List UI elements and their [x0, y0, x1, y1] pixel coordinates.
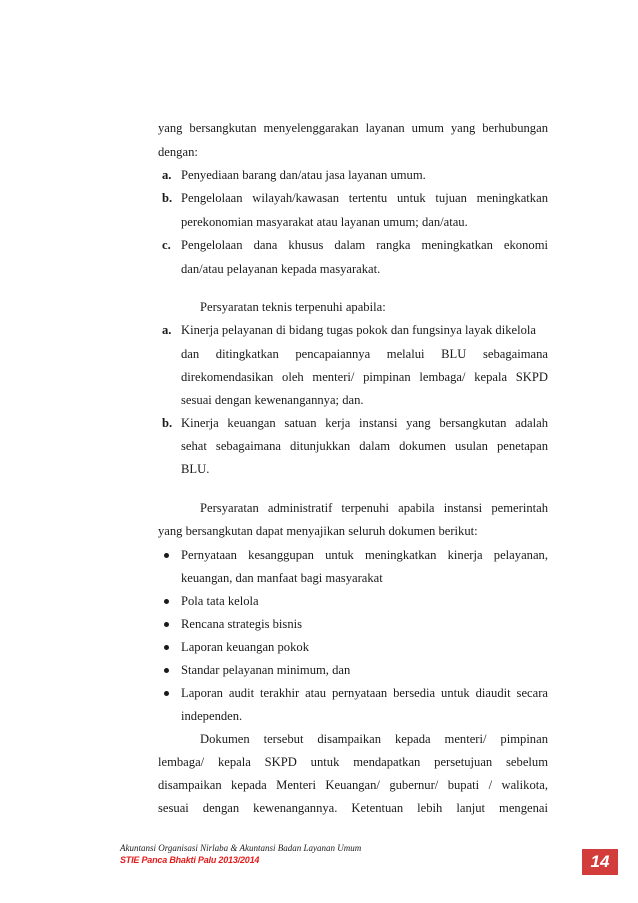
- paragraph-lead: Persyaratan administratif terpenuhi apabila instansi pemerintah: [200, 501, 548, 515]
- footer-course-title: Akuntansi Organisasi Nirlaba & Akuntansi Badan Layanan Umum: [120, 843, 362, 853]
- body-line: lembaga/ kepala SKPD untuk mendapatkan persetujuan sebelum: [158, 755, 548, 769]
- paragraph-lead: Persyaratan teknis terpenuhi apabila:: [200, 300, 386, 314]
- body-line: yang bersangkutan dapat menyajikan seluruh dokumen berikut:: [158, 524, 478, 538]
- list-marker: a.: [162, 323, 172, 337]
- body-line: dengan:: [158, 145, 198, 159]
- bullet-item-text: Standar pelayanan minimum, dan: [181, 663, 351, 677]
- bullet-item-text: Pernyataan kesanggupan untuk meningkatkan kinerja pelayanan,: [181, 548, 548, 562]
- bullet-icon: [163, 616, 171, 632]
- page-number-badge: 14: [582, 849, 618, 875]
- list-item-text: Pengelolaan dana khusus dalam rangka meningkatkan ekonomi: [181, 238, 548, 252]
- list-item-text: Kinerja pelayanan di bidang tugas pokok dan fungsinya layak dikelola: [181, 323, 536, 337]
- list-item-text: sehat sebagaimana ditunjukkan dalam dokumen usulan penetapan: [181, 439, 548, 453]
- bullet-icon: [163, 662, 171, 678]
- body-line: disampaikan kepada Menteri Keuangan/ gubernur/ bupati / walikota,: [158, 778, 548, 792]
- list-item-text: BLU.: [181, 462, 210, 476]
- bullet-item-text: independen.: [181, 709, 243, 723]
- list-item-text: dan/atau pelayanan kepada masyarakat.: [181, 262, 381, 276]
- list-item-text: perekonomian masyarakat atau layanan umum; dan/atau.: [181, 215, 468, 229]
- list-item-text: Pengelolaan wilayah/kawasan tertentu untuk tujuan meningkatkan: [181, 191, 548, 205]
- list-item-text: dan ditingkatkan pencapaiannya melalui BLU sebagaimana: [181, 347, 548, 361]
- bullet-item-text: Laporan keuangan pokok: [181, 640, 309, 654]
- bullet-item-text: Rencana strategis bisnis: [181, 617, 303, 631]
- paragraph-lead: Dokumen tersebut disampaikan kepada menteri/ pimpinan: [200, 732, 548, 746]
- bullet-item-text: Laporan audit terakhir atau pernyataan bersedia untuk diaudit secara: [181, 686, 548, 700]
- bullet-item-text: keuangan, dan manfaat bagi masyarakat: [181, 571, 383, 585]
- bullet-icon: [163, 639, 171, 655]
- list-marker: c.: [162, 238, 171, 252]
- page-footer: [120, 843, 361, 866]
- list-item-text: direkomendasikan oleh menteri/ pimpinan lembaga/ kepala SKPD: [181, 370, 548, 384]
- list-item-text: Penyediaan barang dan/atau jasa layanan umum.: [181, 168, 426, 182]
- bullet-icon: [163, 593, 171, 609]
- body-line: yang bersangkutan menyelenggarakan layanan umum yang berhubungan: [158, 121, 548, 135]
- body-line: sesuai dengan kewenangannya. Ketentuan lebih lanjut mengenai: [158, 801, 548, 815]
- list-marker: b.: [162, 416, 173, 430]
- bullet-icon: [163, 685, 171, 701]
- bullet-icon: [163, 547, 171, 563]
- bullet-item-text: Pola tata kelola: [181, 594, 259, 608]
- list-marker: a.: [162, 168, 172, 182]
- list-item-text: sesuai dengan kewenangannya; dan.: [181, 393, 364, 407]
- footer-institution: STIE Panca Bhakti Palu 2013/2014: [120, 855, 260, 865]
- list-marker: b.: [162, 191, 173, 205]
- list-item-text: Kinerja keuangan satuan kerja instansi yang bersangkutan adalah: [181, 416, 548, 430]
